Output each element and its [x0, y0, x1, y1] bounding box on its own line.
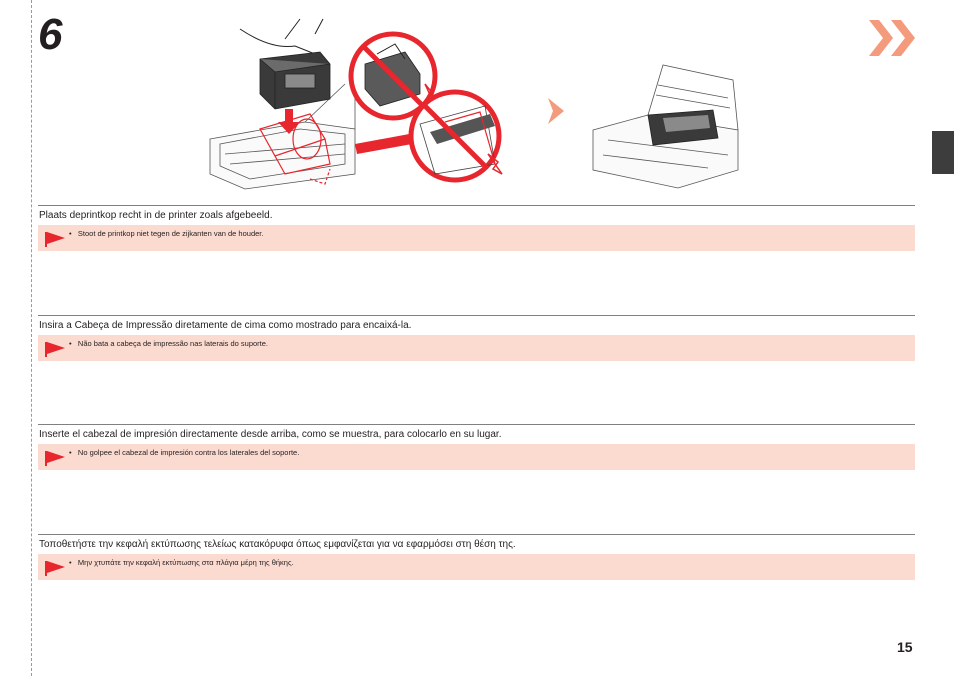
- red-flag-icon: [44, 449, 66, 467]
- caution-box: [38, 225, 915, 251]
- section-rule: [38, 315, 915, 316]
- caution-message: Μην χτυπάτε την κεφαλή εκτύπωσης στα πλάγια μέρη της θήκης.: [77, 558, 294, 567]
- page-number: 15: [897, 639, 913, 655]
- red-flag-icon: [44, 230, 66, 248]
- double-chevron-right-icon: [869, 20, 917, 56]
- bullet: •: [69, 229, 72, 238]
- instruction-text: Insira a Cabeça de Impressão diretamente de cima como mostrado para encaixá-la.: [39, 320, 412, 331]
- instruction-text: Τοποθετήστε την κεφαλή εκτύπωσης τελείως κατακόρυφα όπως εμφανίζεται για να εφαρμόσει στη θέση της.: [39, 539, 516, 550]
- caution-text: [69, 229, 263, 238]
- section-rule: [38, 424, 915, 425]
- instruction-section-el: [38, 534, 915, 580]
- side-tab: [932, 131, 954, 174]
- caution-message: Não bata a cabeça de impressão nas laterais do suporte.: [77, 339, 269, 348]
- caution-text: [69, 448, 299, 457]
- red-flag-icon: [44, 559, 66, 577]
- instruction-section-nl: [38, 205, 915, 251]
- caution-box: [38, 444, 915, 470]
- bullet: •: [69, 558, 72, 567]
- caution-text: [69, 339, 268, 348]
- cut-line: [31, 0, 32, 676]
- caution-message: No golpee el cabezal de impresión contra los laterales del soporte.: [77, 448, 300, 457]
- bullet: •: [69, 448, 72, 457]
- section-rule: [38, 534, 915, 535]
- section-rule: [38, 205, 915, 206]
- chevron-right-icon: [548, 98, 564, 124]
- caution-message: Stoot de printkop niet tegen de zijkanten van de houder.: [77, 229, 264, 238]
- instruction-text: Inserte el cabezal de impresión directamente desde arriba, como se muestra, para colocarlo en su lugar.: [39, 429, 502, 440]
- illustration-printhead-seated: [588, 60, 748, 190]
- red-flag-icon: [44, 340, 66, 358]
- caution-box: [38, 335, 915, 361]
- bullet: •: [69, 339, 72, 348]
- caution-box: [38, 554, 915, 580]
- caution-text: [69, 558, 294, 567]
- instruction-text: Plaats deprintkop recht in de printer zoals afgebeeld.: [39, 210, 273, 221]
- instruction-section-pt: [38, 315, 915, 361]
- instruction-section-es: [38, 424, 915, 470]
- step-number: 6: [38, 10, 63, 59]
- illustration-insert-printhead: [205, 14, 525, 200]
